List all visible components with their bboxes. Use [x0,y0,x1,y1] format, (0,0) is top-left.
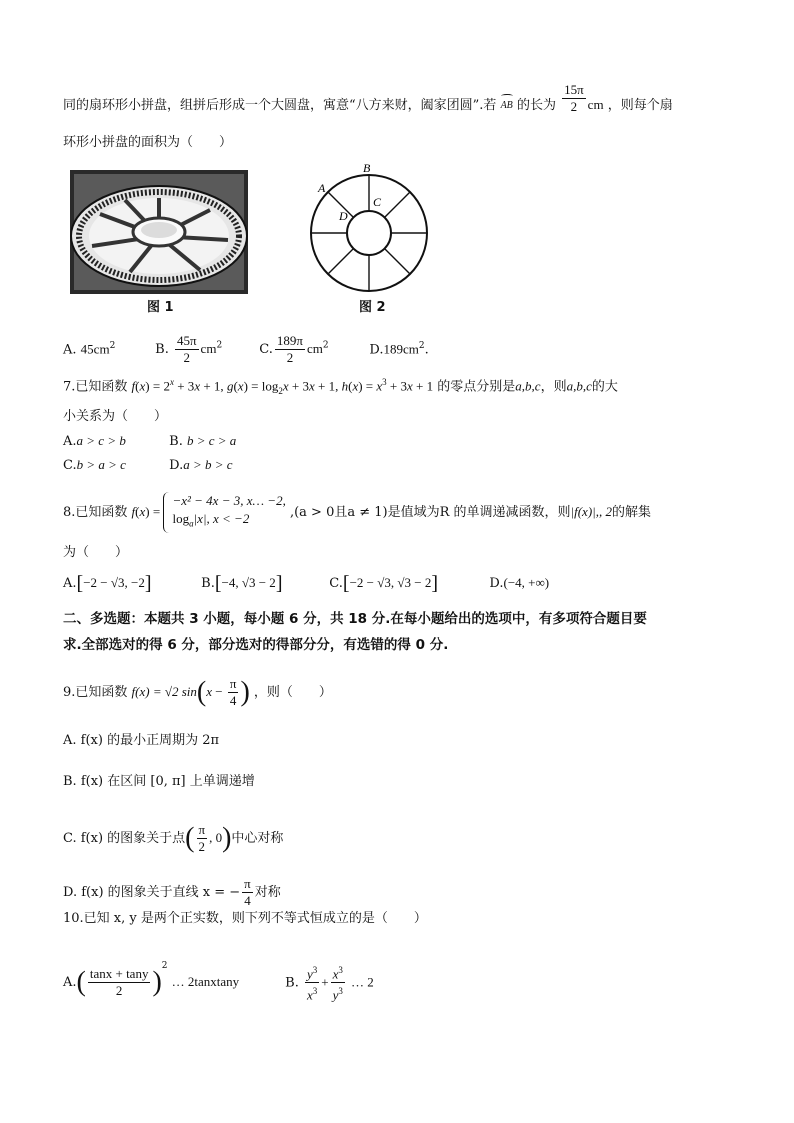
q7-line1: 7.已知函数 $f(x) = 2^x + 3x + 1$, $g(x) = \log_2x + 3x + 1$, $h(x) = x^3 + 3x + 1$ 的零点分别是a,b,c，则a,b,c的大 [63,377,618,396]
q10-option-a: A.( $\frac{\tan x + \tan y}{2}$ )$^2$ … 2tanxtany [63,961,240,998]
q7-options-row2 [63,456,233,475]
q9-stem: 9.已知函数 f(x) = √2 sin(x − $\frac{\pi}{4}$ ) ，则（ ） [63,676,332,708]
label-C: C [373,195,382,209]
q6-option-b: B. $\frac{45\pi}{2}$ $cm^2$ [155,333,223,365]
q6-arc-label: AB [501,100,513,111]
q8-line1: 8.已知函数 f(x) = −x² − 4x − 3, x… −2, $\log_a|x|$, x < −2 ,(a > 0且a ≠ 1)是值域为R 的单调递减函数，则|f(x)|,, 2的解集 [63,492,651,533]
q9-option-c: C. f(x) 的图象关于点( $\frac{\pi}{2}$ , 0)中心对称 [63,822,284,854]
q6-option-d: $D.189cm^2$. [369,340,429,357]
figure-2-ring-diagram [306,160,436,296]
arc-symbol [501,94,513,98]
section-2-heading-line2: 求.全部选对的得 6 分，部分选对的得部分分，有选错的得 0 分. [63,637,449,653]
q8-piecewise: −x² − 4x − 3, x… −2, $\log_a|x|$, x < −2 [163,492,285,533]
q8-option-b: B.[−4, √3 − 2] [201,572,283,595]
q8-option-d: D.(−4, +∞) [489,575,550,591]
q7-option-b: B. b > c > a [169,433,237,449]
q10-option-b: B. $\frac{y^3}{x^3}$ + $\frac{x^3}{y^3}$ … 2 [285,962,374,1004]
q7-options-row1 [63,432,236,451]
q7-line2: 小关系为（ ） [63,409,168,424]
q6-unit: cm [587,97,604,112]
q6-text-c: ，则每个扇 [607,98,673,113]
q8-line2: 为（ ） [63,545,129,560]
q6-line1 [63,82,673,116]
q10-options [63,950,374,1003]
q10-stem: 10.已知 x, y 是两个正实数，则下列不等式恒成立的是（ ） [63,911,427,926]
q6-option-c: C. $\frac{189\pi}{2}$ $cm^2$ [259,333,329,365]
q6-arc-length: $\frac{15\pi}{2}$ [564,82,584,114]
q6-line2: 环形小拼盘的面积为（ ） [63,135,233,150]
label-D: D [339,209,348,223]
q8-option-a: A.[−2 − √3, −2] [63,572,152,595]
q7-functions: f [131,378,136,394]
label-B: B [363,161,371,175]
ring-diagram-graphic [306,160,436,296]
q8-options [63,574,549,593]
q6-option-a: A. $45cm^2$ [63,340,116,357]
q8-option-c: C.[−2 − √3, √3 − 2] [329,572,439,595]
platter-photo-graphic [70,170,248,294]
q7-option-a: A.a > c > b [63,433,126,449]
q9-option-b: B. f(x) 在区间 [0, π] 上单调递增 [63,774,255,789]
q7-option-d: D.a > b > c [169,457,233,473]
inner-circle [347,211,391,255]
q9-option-a: A. f(x) 的最小正周期为 2π [63,733,220,748]
label-A: A [318,181,326,195]
section-2-heading-line1: 二、多选题：本题共 3 小题，每小题 6 分，共 18 分.在每小题给出的选项中，有多项符合题目要 [63,611,647,627]
q7-option-c: C.b > a > c [63,457,126,473]
figure-1-platter-photo [70,170,248,294]
figure-1-caption: 图 1 [147,300,174,315]
q9-option-d: D. f(x) 的图象关于直线 x = − $\frac{\pi}{4}$ 对称 [63,876,281,908]
figure-2-caption: 图 2 [359,300,386,315]
q6-text-a: 同的扇环形小拼盘，组拼后形成一个大圆盘，寓意“八方来财，阖家团圆”.若 [63,98,497,113]
sector-dividers [311,175,427,291]
q6-text-b: 的长为 [516,98,556,113]
q6-options [63,333,429,366]
